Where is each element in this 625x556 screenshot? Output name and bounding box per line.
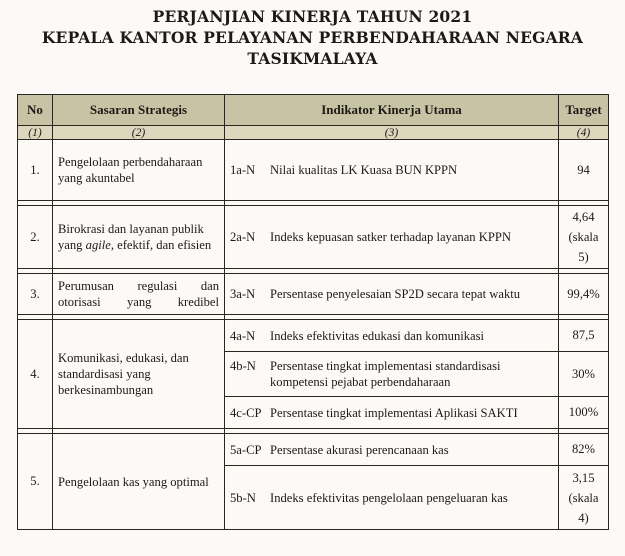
- col-number-1: (1): [18, 126, 53, 140]
- target-cell: 30%: [559, 352, 609, 397]
- title-line-2: KEPALA KANTOR PELAYANAN PERBENDAHARAAN NEGARA: [41, 28, 584, 47]
- header-indikator-kinerja-utama: Indikator Kinerja Utama: [225, 95, 559, 126]
- indicator-code: 3a-N: [230, 287, 256, 301]
- indicator-code: 5a-CP: [230, 442, 262, 457]
- indikator-cell: [225, 352, 559, 397]
- sasaran-strategis-cell: [53, 206, 225, 269]
- table-header-row: [18, 95, 609, 126]
- indicator-text: Persentase penyelesaian SP2D secara tepat waktu: [270, 287, 521, 301]
- sasaran-strategis-cell: Pengelolaan perbendaharaan yang akuntabel: [53, 140, 225, 201]
- target-cell: 100%: [559, 397, 609, 429]
- sasaran-italic-word: agile: [85, 238, 111, 252]
- indikator-cell: [225, 434, 559, 466]
- header-sasaran-strategis: Sasaran Strategis: [53, 95, 225, 126]
- col-number-3: (3): [225, 126, 559, 140]
- row-number: 2.: [18, 206, 53, 269]
- indicator-code: 1a-N: [230, 163, 256, 177]
- sasaran-text-part: , efektif, dan efisien: [110, 238, 212, 252]
- table-row: [18, 274, 609, 315]
- col-number-2: (2): [53, 126, 225, 140]
- row-number: 5.: [18, 434, 53, 530]
- target-cell: [559, 466, 609, 530]
- indicator-text: Persentase tingkat implementasi Aplikasi SAKTI: [270, 405, 518, 420]
- table-row: [18, 320, 609, 352]
- sasaran-text-part: Birokrasi dan layanan publik yang: [58, 222, 204, 252]
- sasaran-strategis-cell: Pengelolaan kas yang optimal: [53, 434, 225, 530]
- sasaran-strategis-cell: Perumusan regulasi dan otorisasi yang kredibel: [53, 274, 225, 315]
- indicator-text: Indeks efektivitas edukasi dan komunikasi: [270, 328, 485, 343]
- target-value: 3,15: [572, 470, 595, 485]
- title-line-3: TASIKMALAYA: [247, 49, 378, 68]
- header-target: Target: [559, 95, 609, 126]
- indikator-cell: [225, 466, 559, 530]
- table-row: [18, 206, 609, 269]
- indicator-code: 2a-N: [230, 230, 256, 244]
- indikator-cell: [225, 274, 559, 315]
- target-cell: 82%: [559, 434, 609, 466]
- indicator-code: 4b-N: [230, 359, 256, 373]
- indicator-code: 4c-CP: [230, 405, 262, 420]
- indicator-text: Indeks kepuasan satker terhadap layanan KPPN: [270, 230, 511, 244]
- indikator-cell: [225, 397, 559, 429]
- header-no: No: [18, 95, 53, 126]
- indicator-text: Persentase tingkat implementasi standardisasi kompetensi pejabat perbendaharaan: [270, 359, 501, 389]
- target-value: 4,64: [572, 210, 595, 224]
- column-number-row: [18, 126, 609, 140]
- table-row: [18, 434, 609, 466]
- indicator-text: Persentase akurasi perencanaan kas: [270, 442, 449, 457]
- table-row: [18, 140, 609, 201]
- col-number-4: (4): [559, 126, 609, 140]
- target-scale-note: (skala 5): [568, 230, 599, 264]
- indicator-code: 4a-N: [230, 328, 256, 343]
- title-line-1: PERJANJIAN KINERJA TAHUN 2021: [152, 7, 473, 26]
- performance-table: [17, 94, 609, 530]
- row-number: 3.: [18, 274, 53, 315]
- target-cell: 87,5: [559, 320, 609, 352]
- row-number: 1.: [18, 140, 53, 201]
- indicator-code: 5b-N: [230, 490, 256, 505]
- target-cell: [559, 206, 609, 269]
- target-cell: 99,4%: [559, 274, 609, 315]
- target-scale-note: (skala 4): [568, 490, 599, 525]
- row-number: 4.: [18, 320, 53, 429]
- target-cell: 94: [559, 140, 609, 201]
- sasaran-strategis-cell: Komunikasi, edukasi, dan standardisasi yang berkesinambungan: [53, 320, 225, 429]
- document-title: [0, 6, 625, 69]
- indikator-cell: [225, 206, 559, 269]
- indikator-cell: [225, 140, 559, 201]
- indicator-text: Nilai kualitas LK Kuasa BUN KPPN: [270, 163, 458, 177]
- indikator-cell: [225, 320, 559, 352]
- indicator-text: Indeks efektivitas pengelolaan pengeluaran kas: [270, 490, 508, 505]
